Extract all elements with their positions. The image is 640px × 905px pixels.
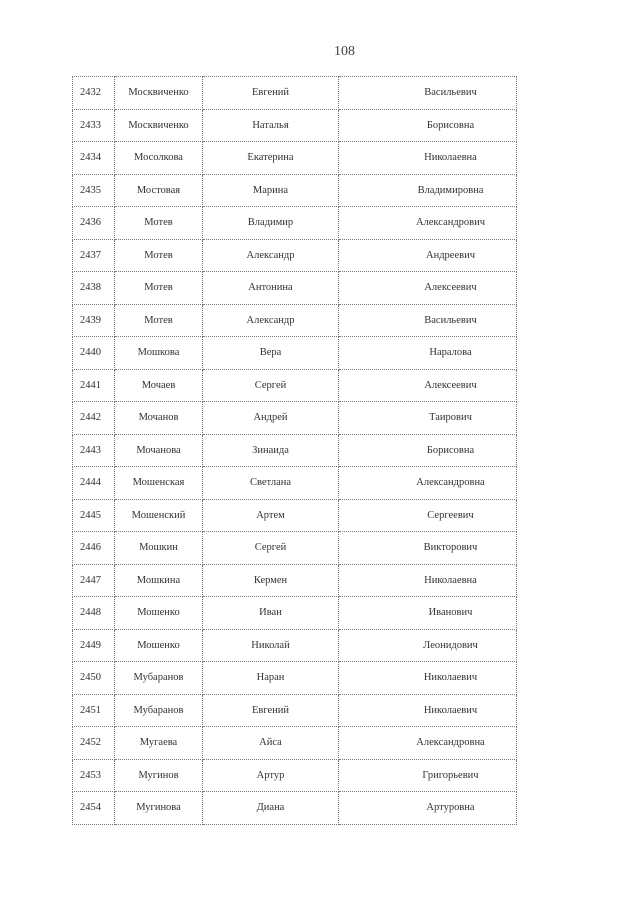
first-name-cell: Сергей [203,532,339,565]
patronymic-cell: Алексеевич [339,272,517,305]
surname-cell: Мошенская [115,467,203,500]
row-number: 2436 [73,207,115,240]
patronymic-cell: Николаевна [339,142,517,175]
first-name-cell: Светлана [203,467,339,500]
first-name-cell: Екатерина [203,142,339,175]
surname-cell: Мошкин [115,532,203,565]
table-row [73,499,517,532]
surname-cell: Москвиченко [115,77,203,110]
surname-cell: Мошенский [115,499,203,532]
row-number: 2432 [73,77,115,110]
row-number: 2448 [73,597,115,630]
table-row [73,239,517,272]
patronymic-cell: Борисовна [339,434,517,467]
row-number: 2445 [73,499,115,532]
surname-cell: Мотев [115,207,203,240]
patronymic-cell: Александровна [339,727,517,760]
surname-cell: Мочанова [115,434,203,467]
row-number: 2447 [73,564,115,597]
patronymic-cell: Андреевич [339,239,517,272]
first-name-cell: Евгений [203,694,339,727]
table-row [73,759,517,792]
first-name-cell: Сергей [203,369,339,402]
first-name-cell: Артем [203,499,339,532]
surname-cell: Мосолкова [115,142,203,175]
surname-cell: Мотев [115,239,203,272]
row-number: 2443 [73,434,115,467]
patronymic-cell: Васильевич [339,304,517,337]
surname-cell: Мочанов [115,402,203,435]
patronymic-cell: Сергеевич [339,499,517,532]
first-name-cell: Вера [203,337,339,370]
row-number: 2444 [73,467,115,500]
table-row [73,564,517,597]
patronymic-cell: Владимировна [339,174,517,207]
row-number: 2442 [73,402,115,435]
surname-cell: Мугинова [115,792,203,825]
patronymic-cell: Иванович [339,597,517,630]
row-number: 2449 [73,629,115,662]
patronymic-cell: Александровна [339,467,517,500]
surname-cell: Мошенко [115,629,203,662]
patronymic-cell: Таирович [339,402,517,435]
patronymic-cell: Григорьевич [339,759,517,792]
surname-cell: Мубаранов [115,662,203,695]
patronymic-cell: Николаевич [339,694,517,727]
patronymic-cell: Александрович [339,207,517,240]
first-name-cell: Артур [203,759,339,792]
first-name-cell: Александр [203,304,339,337]
first-name-cell: Антонина [203,272,339,305]
first-name-cell: Наран [203,662,339,695]
surname-cell: Мугинов [115,759,203,792]
table-row [73,304,517,337]
surname-cell: Мотев [115,272,203,305]
table-row [73,109,517,142]
table-row [73,467,517,500]
patronymic-cell: Алексеевич [339,369,517,402]
row-number: 2453 [73,759,115,792]
first-name-cell: Евгений [203,77,339,110]
table-row [73,532,517,565]
row-number: 2433 [73,109,115,142]
patronymic-cell: Наралова [339,337,517,370]
patronymic-cell: Борисовна [339,109,517,142]
surname-cell: Москвиченко [115,109,203,142]
first-name-cell: Наталья [203,109,339,142]
patronymic-cell: Леонидович [339,629,517,662]
table-row [73,629,517,662]
table-row [73,434,517,467]
first-name-cell: Николай [203,629,339,662]
row-number: 2437 [73,239,115,272]
row-number: 2441 [73,369,115,402]
row-number: 2434 [73,142,115,175]
patronymic-cell: Васильевич [339,77,517,110]
patronymic-cell: Артуровна [339,792,517,825]
surname-cell: Мочаев [115,369,203,402]
row-number: 2446 [73,532,115,565]
first-name-cell: Марина [203,174,339,207]
patronymic-cell: Викторович [339,532,517,565]
surname-cell: Мошенко [115,597,203,630]
names-table [72,76,517,825]
page-number: 108 [334,44,355,59]
row-number: 2440 [73,337,115,370]
table-row [73,694,517,727]
first-name-cell: Кермен [203,564,339,597]
row-number: 2454 [73,792,115,825]
first-name-cell: Александр [203,239,339,272]
table-row [73,597,517,630]
table-row [73,402,517,435]
table-row [73,77,517,110]
surname-cell: Мотев [115,304,203,337]
row-number: 2452 [73,727,115,760]
surname-cell: Мугаева [115,727,203,760]
first-name-cell: Андрей [203,402,339,435]
table-row [73,662,517,695]
patronymic-cell: Николаевич [339,662,517,695]
table-row [73,792,517,825]
patronymic-cell: Николаевна [339,564,517,597]
row-number: 2450 [73,662,115,695]
table-row [73,369,517,402]
surname-cell: Мубаранов [115,694,203,727]
surname-cell: Мостовая [115,174,203,207]
row-number: 2435 [73,174,115,207]
row-number: 2439 [73,304,115,337]
first-name-cell: Айса [203,727,339,760]
first-name-cell: Владимир [203,207,339,240]
table-row [73,337,517,370]
table-row [73,727,517,760]
row-number: 2451 [73,694,115,727]
first-name-cell: Диана [203,792,339,825]
table-row [73,142,517,175]
row-number: 2438 [73,272,115,305]
table-row [73,174,517,207]
first-name-cell: Иван [203,597,339,630]
table-row [73,272,517,305]
surname-cell: Мошкина [115,564,203,597]
surname-cell: Мошкова [115,337,203,370]
table-row [73,207,517,240]
first-name-cell: Зинаида [203,434,339,467]
